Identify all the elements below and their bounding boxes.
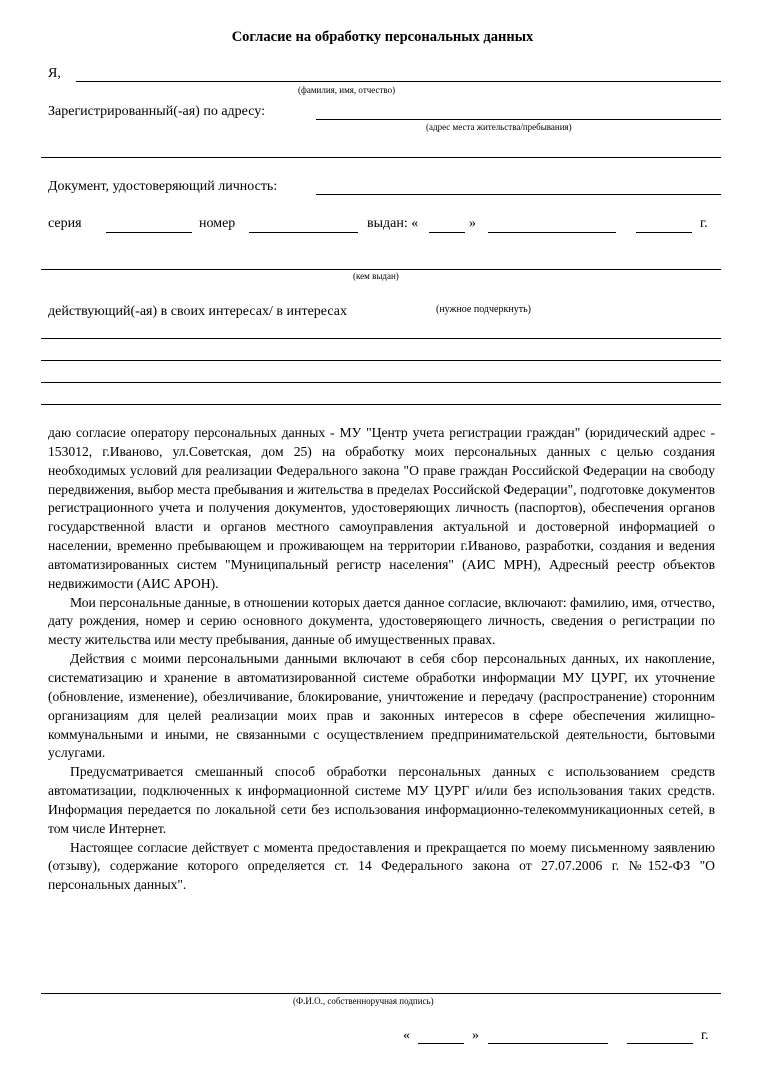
sign-month-line[interactable] <box>488 1043 608 1044</box>
issued-month-line[interactable] <box>488 232 616 233</box>
document-label: Документ, удостоверяющий личность: <box>48 179 278 194</box>
fio-caption: (фамилия, имя, отчество) <box>298 85 396 95</box>
issued-by-caption: (кем выдан) <box>353 271 399 281</box>
sign-date-quote-open: « <box>403 1028 410 1043</box>
series-field-line[interactable] <box>106 232 192 233</box>
acting-field-line-2[interactable] <box>41 360 721 361</box>
issued-quote-close: » <box>469 216 476 231</box>
sign-day-line[interactable] <box>418 1043 464 1044</box>
signature-caption: (Ф.И.О., собственноручная подпись) <box>293 996 434 1006</box>
signature-field-line[interactable] <box>41 993 721 994</box>
consent-paragraph: Действия с моими персональными данными включают в себя сбор персональных данных, их накопление, систематизацию и хранение в автоматизированной системе обработки информации МУ ЦУРГ, их уточнение (обновление, изменение), обезличивание, блокирование, уничтожение и передачу (распространение) сторонним организациям для целей реализации моих прав и законных интересов в сфере обеспечения жилищно-коммунальными и иными, не связанными с осуществлением предпринимательской деятельности, бытовыми услугами. <box>48 651 715 761</box>
issued-year-line[interactable] <box>636 232 692 233</box>
sign-date-quote-close: » <box>472 1028 479 1043</box>
consent-body <box>48 424 715 895</box>
issued-year-suffix: г. <box>700 216 708 231</box>
consent-paragraph: Настоящее согласие действует с момента предоставления и прекращается по моему письменному заявлению (отзыву), содержание которого определяется ст. 14 Федерального закона от 27.07.2006 г. №152-ФЗ "О персональных данных". <box>48 839 715 893</box>
consent-paragraph: даю согласие оператору персональных данных - МУ "Центр учета регистрации граждан" (юридический адрес - 153012, г.Иваново, ул.Советская, дом 25) на обработку моих персональных данных с целью создания необходимых условий для реализации Федерального закона "О праве граждан Российской Федерации на свободу передвижения, выбор места пребывания и жительства в пределах Российской Федерации", подготовке документов регистрационного учета и получения документов, удостоверяющих личность (паспортов), обеспечения органов государственной власти и органов местного самоуправления актуальной и достоверной информацией о населении, временно пребывающем и проживающем на территории г.Иваново, разработки, создания и ведения автоматизированных систем "Муниципальный регистр населения" (АИС МРН), Адресный реестр объектов недвижимости (АИС АРОН). <box>48 425 715 591</box>
consent-paragraph: Мои персональные данные, в отношении которых дается данное согласие, включают: фамилию, имя, отчество, дату рождения, номер и серию основного документа, удостоверяющего личность, сведения о регистрации по месту жительства или месту пребывания, данные об имущественных правах. <box>48 594 715 648</box>
address-field-line[interactable] <box>316 119 721 120</box>
issued-label: выдан: « <box>367 216 419 231</box>
address-field-line-2[interactable] <box>41 157 721 158</box>
sign-year-suffix: г. <box>701 1028 709 1043</box>
issued-by-field-line[interactable] <box>41 269 721 270</box>
address-caption: (адрес места жительства/пребывания) <box>426 122 572 132</box>
issued-day-line[interactable] <box>429 232 465 233</box>
underline-note: (нужное подчеркнуть) <box>436 304 531 315</box>
number-label: номер <box>199 216 236 231</box>
number-field-line[interactable] <box>249 232 358 233</box>
acting-field-line-4[interactable] <box>41 404 721 405</box>
acting-field-line-1[interactable] <box>41 338 721 339</box>
document-title: Согласие на обработку персональных данных <box>231 29 534 45</box>
consent-paragraph: Предусматривается смешанный способ обработки персональных данных с использованием средств автоматизации, подключенных к информационной системе МУ ЦУРГ и/или без использования таких средств. Информация передается по локальной сети без использования информационно-телекоммуникационных сетей, в том числе Интернет. <box>48 764 715 836</box>
address-label: Зарегистрированный(-ая) по адресу: <box>48 104 265 119</box>
sign-year-line[interactable] <box>627 1043 693 1044</box>
document-field-line[interactable] <box>316 194 721 195</box>
i-label: Я, <box>48 66 61 81</box>
fio-field-line[interactable] <box>76 81 721 82</box>
acting-label: действующий(-ая) в своих интересах/ в интересах <box>48 304 347 319</box>
series-label: серия <box>48 216 82 231</box>
acting-field-line-3[interactable] <box>41 382 721 383</box>
